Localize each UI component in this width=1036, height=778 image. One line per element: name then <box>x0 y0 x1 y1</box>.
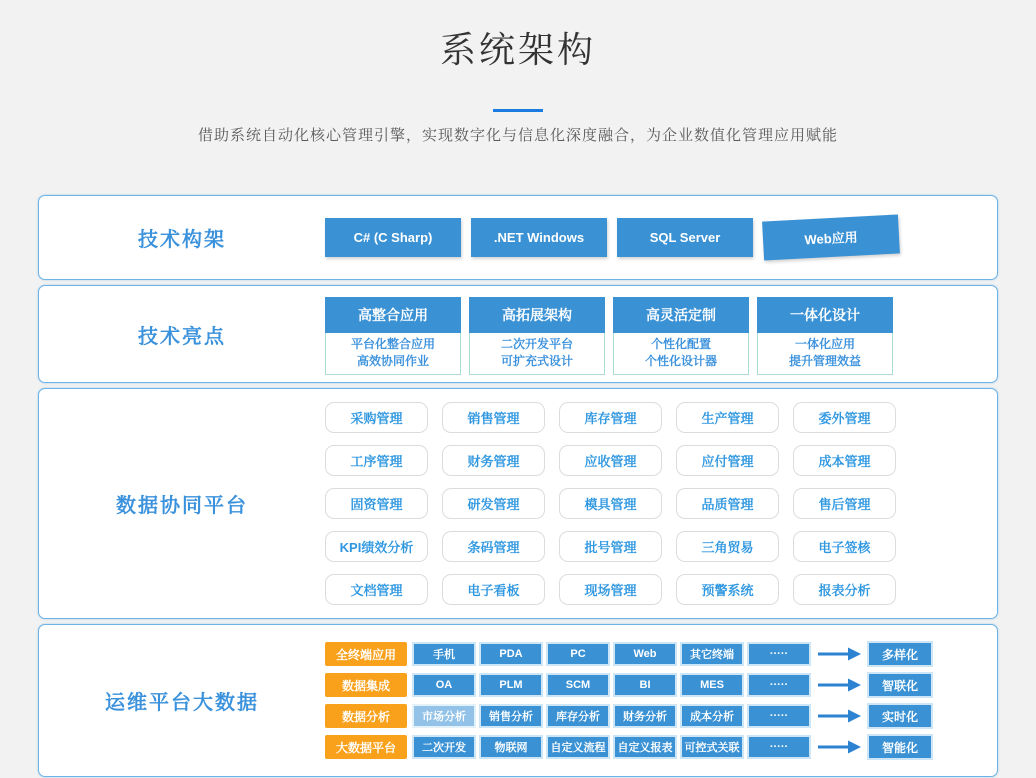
module-chip-24[interactable]: 报表分析 <box>793 574 896 605</box>
bigdata-item-2-1[interactable]: 销售分析 <box>479 704 543 728</box>
bigdata-item-2-4[interactable]: 成本分析 <box>680 704 744 728</box>
module-chip-8[interactable]: 应付管理 <box>676 445 779 476</box>
bigdata-item-3-1[interactable]: 物联网 <box>479 735 543 759</box>
highlight-card-title: 高灵活定制 <box>613 297 749 333</box>
module-chip-6[interactable]: 财务管理 <box>442 445 545 476</box>
section-bigdata <box>38 624 998 777</box>
bigdata-item-1-4[interactable]: MES <box>680 673 744 697</box>
bigdata-category-2: 数据分析 <box>325 704 407 728</box>
tech-button-3[interactable]: Web应用 <box>762 214 900 260</box>
highlight-card-body <box>757 333 893 375</box>
bigdata-item-1-2[interactable]: SCM <box>546 673 610 697</box>
bigdata-item-3-5[interactable]: ····· <box>747 735 811 759</box>
module-chip-2[interactable]: 库存管理 <box>559 402 662 433</box>
highlight-card-line: 一体化应用 <box>794 337 855 351</box>
bigdata-item-2-5[interactable]: ····· <box>747 704 811 728</box>
bigdata-result-3: 智能化 <box>867 734 933 760</box>
module-chip-20[interactable]: 文档管理 <box>325 574 428 605</box>
module-chip-4[interactable]: 委外管理 <box>793 402 896 433</box>
module-chip-1[interactable]: 销售管理 <box>442 402 545 433</box>
highlight-card-title: 高拓展架构 <box>469 297 605 333</box>
module-chip-16[interactable]: 条码管理 <box>442 531 545 562</box>
section-highlights <box>38 285 998 383</box>
bigdata-result-1: 智联化 <box>867 672 933 698</box>
bigdata-item-0-0[interactable]: 手机 <box>412 642 476 666</box>
bigdata-item-3-2[interactable]: 自定义流程 <box>546 735 610 759</box>
bigdata-item-0-1[interactable]: PDA <box>479 642 543 666</box>
module-chip-22[interactable]: 现场管理 <box>559 574 662 605</box>
highlight-card-line: 可扩充式设计 <box>500 354 573 368</box>
arrow-right-icon <box>817 709 861 723</box>
highlight-cards <box>325 286 893 382</box>
architecture-diagram <box>38 195 998 777</box>
section-label-bigdata: 运维平台大数据 <box>105 692 259 714</box>
highlight-card-line: 个性化配置 <box>650 337 711 351</box>
highlight-card-0 <box>325 297 461 375</box>
highlight-card-body <box>613 333 749 375</box>
bigdata-item-3-4[interactable]: 可控式关联 <box>680 735 744 759</box>
bigdata-row-0 <box>325 641 933 667</box>
tech-button-1[interactable]: .NET Windows <box>471 218 607 257</box>
bigdata-item-0-4[interactable]: 其它终端 <box>680 642 744 666</box>
highlight-card-body <box>469 333 605 375</box>
tech-button-0[interactable]: C# (C Sharp) <box>325 218 461 257</box>
section-data-platform <box>38 388 998 619</box>
bigdata-row-2 <box>325 703 933 729</box>
arrow-right-icon <box>817 678 861 692</box>
module-chip-17[interactable]: 批号管理 <box>559 531 662 562</box>
module-chip-10[interactable]: 固资管理 <box>325 488 428 519</box>
section-label-highlights: 技术亮点 <box>138 325 226 348</box>
arrow-right-icon <box>817 647 861 661</box>
tech-button-2[interactable]: SQL Server <box>617 218 753 257</box>
module-grid <box>325 389 896 618</box>
bigdata-item-3-0[interactable]: 二次开发 <box>412 735 476 759</box>
page-subtitle: 借助系统自动化核心管理引擎，实现数字化与信息化深度融合，为企业数值化管理应用赋能 <box>197 127 838 144</box>
highlight-card-line: 平台化整合应用 <box>350 337 435 351</box>
page-header <box>0 0 1036 145</box>
bigdata-item-3-3[interactable]: 自定义报表 <box>613 735 677 759</box>
module-chip-5[interactable]: 工序管理 <box>325 445 428 476</box>
module-chip-9[interactable]: 成本管理 <box>793 445 896 476</box>
module-chip-14[interactable]: 售后管理 <box>793 488 896 519</box>
section-label-tech-stack: 技术构架 <box>138 229 226 251</box>
bigdata-result-2: 实时化 <box>867 703 933 729</box>
module-chip-23[interactable]: 预警系统 <box>676 574 779 605</box>
bigdata-row-3 <box>325 734 933 760</box>
section-label-data-platform: 数据协同平台 <box>116 495 248 517</box>
bigdata-rows <box>325 625 933 776</box>
highlight-card-1 <box>469 297 605 375</box>
highlight-card-title: 一体化设计 <box>757 297 893 333</box>
section-tech-stack <box>38 195 998 280</box>
highlight-card-line: 个性化设计器 <box>644 354 717 368</box>
module-chip-0[interactable]: 采购管理 <box>325 402 428 433</box>
module-chip-13[interactable]: 品质管理 <box>676 488 779 519</box>
module-chip-12[interactable]: 模具管理 <box>559 488 662 519</box>
bigdata-item-1-1[interactable]: PLM <box>479 673 543 697</box>
module-chip-3[interactable]: 生产管理 <box>676 402 779 433</box>
bigdata-item-0-3[interactable]: Web <box>613 642 677 666</box>
module-chip-18[interactable]: 三角贸易 <box>676 531 779 562</box>
highlight-card-line: 二次开发平台 <box>500 337 573 351</box>
module-chip-21[interactable]: 电子看板 <box>442 574 545 605</box>
bigdata-item-0-5[interactable]: ····· <box>747 642 811 666</box>
bigdata-result-0: 多样化 <box>867 641 933 667</box>
bigdata-item-1-3[interactable]: BI <box>613 673 677 697</box>
bigdata-item-0-2[interactable]: PC <box>546 642 610 666</box>
highlight-card-body <box>325 333 461 375</box>
highlight-card-title: 高整合应用 <box>325 297 461 333</box>
module-chip-19[interactable]: 电子签核 <box>793 531 896 562</box>
bigdata-category-0: 全终端应用 <box>325 642 407 666</box>
bigdata-category-1: 数据集成 <box>325 673 407 697</box>
bigdata-row-1 <box>325 672 933 698</box>
bigdata-category-3: 大数据平台 <box>325 735 407 759</box>
highlight-card-line: 提升管理效益 <box>788 354 861 368</box>
module-chip-7[interactable]: 应收管理 <box>559 445 662 476</box>
bigdata-item-2-0[interactable]: 市场分析 <box>412 704 476 728</box>
arrow-right-icon <box>817 740 861 754</box>
bigdata-item-1-0[interactable]: OA <box>412 673 476 697</box>
tech-stack-buttons <box>325 196 899 279</box>
bigdata-item-1-5[interactable]: ····· <box>747 673 811 697</box>
bigdata-item-2-2[interactable]: 库存分析 <box>546 704 610 728</box>
title-underline <box>493 109 543 112</box>
page-title: 系统架构 <box>439 29 596 70</box>
highlight-card-2 <box>613 297 749 375</box>
highlight-card-line: 高效协同作业 <box>356 354 429 368</box>
module-chip-15[interactable]: KPI绩效分析 <box>325 531 428 562</box>
bigdata-item-2-3[interactable]: 财务分析 <box>613 704 677 728</box>
module-chip-11[interactable]: 研发管理 <box>442 488 545 519</box>
highlight-card-3 <box>757 297 893 375</box>
